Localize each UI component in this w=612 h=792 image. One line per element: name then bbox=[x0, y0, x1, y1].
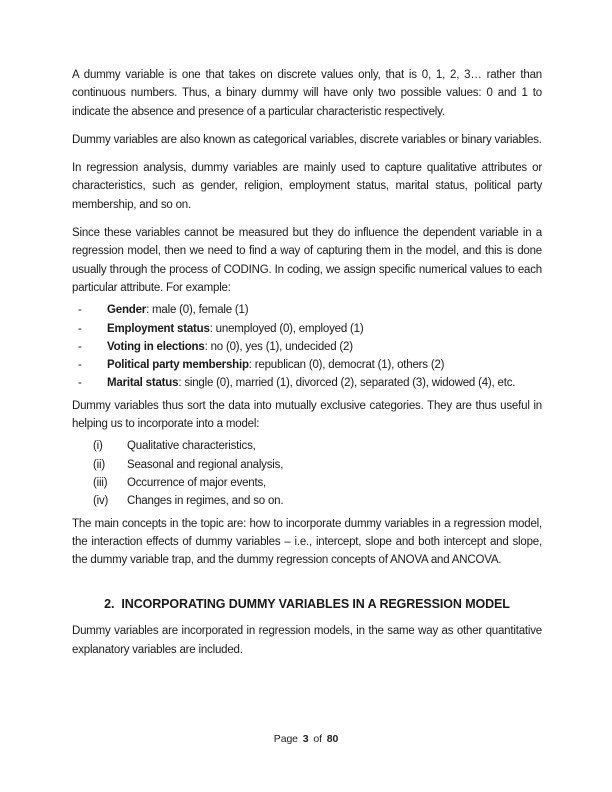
section-number: 2. bbox=[104, 597, 115, 612]
list-item-text: : no (0), yes (1), undecided (2) bbox=[204, 340, 353, 353]
list-item-qualitative bbox=[93, 437, 542, 455]
list-item-gender bbox=[78, 301, 542, 319]
list-item-label: Voting in elections bbox=[107, 340, 205, 353]
list-item-text: Seasonal and regional analysis, bbox=[127, 458, 284, 471]
list-item-political-party bbox=[78, 356, 542, 374]
dash-bullet: - bbox=[78, 340, 82, 353]
dash-bullet: - bbox=[78, 359, 82, 372]
dash-bullet: - bbox=[78, 304, 82, 317]
list-item-text: : single (0), married (1), divorced (2), separated (3), widowed (4), etc. bbox=[178, 377, 516, 390]
list-item-employment-status bbox=[78, 320, 542, 338]
list-item-text: : unemployed (0), employed (1) bbox=[209, 322, 364, 335]
dash-bullet: - bbox=[78, 377, 82, 390]
roman-numeral: (iv) bbox=[93, 495, 109, 508]
list-item-voting bbox=[78, 338, 542, 356]
list-item-major-events bbox=[93, 474, 542, 492]
footer-word-of: of bbox=[313, 733, 322, 745]
paragraph-mutually-exclusive: Dummy variables thus sort the data into mutually exclusive categories. They are thus useful in helping us to incorporate into a model: bbox=[72, 399, 542, 431]
roman-numeral: (ii) bbox=[93, 458, 105, 471]
dash-bullet: - bbox=[78, 322, 82, 335]
paragraph-main-concepts: The main concepts in the topic are: how to incorporate dummy variables in a regression model, the interaction effects of dummy variables – i.e., intercept, slope and both intercept and slope, the dummy variable trap, and the dummy regression concepts of ANOVA and ANCOVA. bbox=[72, 517, 542, 567]
coding-examples-list bbox=[72, 301, 542, 392]
list-item-text: Changes in regimes, and so on. bbox=[127, 495, 284, 508]
list-item-label: Political party membership bbox=[107, 359, 249, 372]
list-item-text: Occurrence of major events, bbox=[127, 476, 267, 489]
section-heading bbox=[72, 595, 542, 614]
list-item-seasonal bbox=[93, 456, 542, 474]
paragraph-regression-use: In regression analysis, dummy variables are mainly used to capture qualitative attributes or characteristics, such as gender, religion, employment status, marital status, political party membership, and so on. bbox=[72, 162, 542, 211]
list-item-regime-changes bbox=[93, 492, 542, 510]
paragraph-coding-intro: Since these variables cannot be measured but they do influence the dependent variable in a regression model, then we need to find a way of capturing them in the model, and this is done usually through the process of CODING. In coding, we assign specific numerical values to each particular attribute. For example: bbox=[72, 227, 542, 294]
list-item-label: Employment status bbox=[107, 322, 210, 335]
footer-page-number: 3 bbox=[302, 733, 309, 745]
paragraph-dummy-definition: A dummy variable is one that takes on discrete values only, that is 0, 1, 2, 3… rather than continuous numbers. Thus, a binary dummy will have only two possible values: 0 and 1 to indicate the absence and presence of a particular characteristic respectively. bbox=[72, 69, 542, 118]
page-footer bbox=[0, 730, 612, 748]
list-item-text: : male (0), female (1) bbox=[146, 304, 249, 317]
list-item-marital-status bbox=[78, 374, 542, 392]
section-title: INCORPORATING DUMMY VARIABLES IN A REGRESSION MODEL bbox=[121, 597, 510, 612]
paragraph-incorporation: Dummy variables are incorporated in regression models, in the same way as other quantitative explanatory variables are included. bbox=[72, 625, 542, 656]
list-item-text: Qualitative characteristics, bbox=[127, 440, 256, 453]
list-item-text: : republican (0), democrat (1), others (2) bbox=[248, 359, 445, 372]
paragraph-also-known-as: Dummy variables are also known as categorical variables, discrete variables or binary variables. bbox=[72, 133, 542, 146]
list-item-label: Marital status bbox=[107, 377, 179, 390]
roman-numeral: (iii) bbox=[93, 476, 108, 489]
footer-total-pages: 80 bbox=[326, 733, 339, 745]
roman-numeral: (i) bbox=[93, 440, 103, 453]
list-item-label: Gender bbox=[107, 304, 147, 317]
footer-word-page: Page bbox=[273, 733, 298, 745]
model-uses-list bbox=[72, 437, 542, 510]
